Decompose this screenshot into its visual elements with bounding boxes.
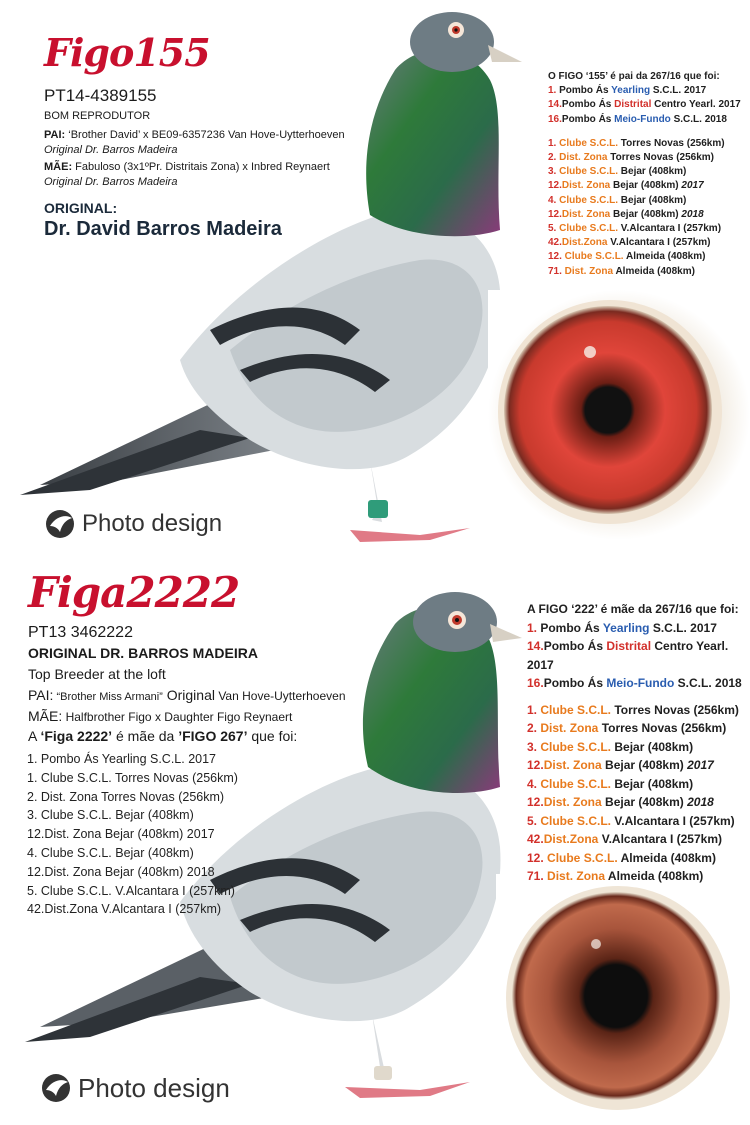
result-prefix: Pombo Ás bbox=[537, 620, 603, 635]
result-race: Almeida (408km) bbox=[617, 850, 716, 865]
result-suffix: S.C.L. 2017 bbox=[649, 620, 717, 635]
result-highlight: Yearling bbox=[602, 620, 650, 635]
role-label: BOM REPRODUTOR bbox=[44, 110, 151, 122]
result-category: Clube S.C.L. bbox=[537, 776, 612, 791]
dam-label: MÃE: bbox=[44, 161, 73, 173]
left-result-row: 4. Clube S.C.L. Bejar (408km) bbox=[27, 845, 194, 860]
result-race: Bejar (408km) bbox=[618, 166, 687, 178]
result-race: V.Alcantara I (257km) bbox=[598, 832, 722, 846]
sire-line bbox=[28, 687, 346, 703]
sire-line bbox=[44, 128, 345, 158]
result-row bbox=[548, 137, 741, 151]
result-top-row bbox=[548, 98, 741, 112]
result-race: Torres Novas (256km) bbox=[618, 137, 725, 149]
result-category: Clube S.C.L. bbox=[537, 739, 612, 754]
role-label: Top Breeder at the loft bbox=[28, 666, 166, 682]
result-row bbox=[548, 236, 741, 250]
result-rank: 16. bbox=[527, 676, 544, 690]
dam-text: Fabuloso (3x1ºPr. Distritais Zona) x Inbred Reynaert bbox=[72, 161, 330, 173]
result-highlight: Distrital bbox=[606, 639, 652, 653]
result-year: 2018 bbox=[681, 208, 704, 220]
result-race: Bejar (408km) bbox=[601, 758, 688, 772]
left-results-list bbox=[27, 750, 238, 919]
result-rank: 2. bbox=[548, 152, 557, 164]
result-rank: 5. bbox=[548, 223, 557, 235]
result-race: Torres Novas (256km) bbox=[598, 721, 727, 735]
logo-text: Photo design bbox=[82, 510, 223, 537]
result-row bbox=[527, 812, 750, 831]
result-row bbox=[527, 849, 750, 868]
result-category: Clube S.C.L. bbox=[543, 850, 618, 865]
result-category: Dist.Zona bbox=[543, 832, 599, 846]
left-result-row: 12.Dist. Zona Bejar (408km) 2017 bbox=[27, 827, 215, 842]
result-row bbox=[548, 208, 741, 222]
result-rank: 12. bbox=[548, 251, 562, 263]
result-race: Almeida (408km) bbox=[613, 265, 695, 277]
results-heading: A FIGO ‘222’ é mãe da 267/16 que foi: bbox=[527, 602, 739, 616]
result-prefix: Pombo Ás bbox=[561, 113, 615, 125]
pigeon-name-title: Figa2222 bbox=[28, 568, 240, 617]
result-rank: 71. bbox=[527, 869, 544, 883]
result-rank: 1. bbox=[527, 620, 538, 635]
result-highlight: Distrital bbox=[614, 99, 652, 111]
eye-closeup-photo bbox=[488, 290, 750, 540]
result-category: Dist. Zona bbox=[543, 795, 602, 809]
result-rank: 3. bbox=[527, 739, 538, 754]
dam-original: Original Dr. Barros Madeira bbox=[44, 176, 178, 188]
result-row bbox=[548, 250, 741, 264]
result-rank: 42. bbox=[548, 237, 562, 249]
left-result-row: 42.Dist.Zona V.Alcantara I (257km) bbox=[27, 902, 222, 917]
results-list bbox=[527, 600, 750, 886]
dam-line bbox=[28, 708, 292, 724]
sire-original: Original Dr. Barros Madeira bbox=[44, 144, 178, 156]
result-category: Clube S.C.L. bbox=[556, 137, 619, 149]
sire-original: Original bbox=[162, 687, 215, 703]
results-list bbox=[548, 70, 741, 279]
result-top-row bbox=[548, 84, 741, 98]
pigeon-name-title: Figo155 bbox=[44, 30, 210, 75]
intro-a: A bbox=[28, 728, 41, 744]
result-race: Bejar (408km) bbox=[611, 776, 694, 791]
result-row bbox=[548, 179, 741, 193]
ring-number: PT13 3462222 bbox=[28, 624, 133, 641]
result-race: Bejar (408km) bbox=[601, 795, 688, 809]
result-category: Clube S.C.L. bbox=[556, 223, 619, 235]
bird-logo-icon bbox=[44, 508, 78, 540]
result-race: V.Alcantara I (257km) bbox=[607, 237, 711, 249]
result-category: Clube S.C.L. bbox=[561, 251, 624, 263]
result-row bbox=[548, 222, 741, 236]
offspring-intro bbox=[28, 728, 297, 744]
results-heading: O FIGO ‘155’ é pai da 267/16 que foi: bbox=[548, 71, 720, 82]
result-rank: 12. bbox=[527, 795, 544, 809]
result-row bbox=[548, 165, 741, 179]
result-row bbox=[527, 775, 750, 794]
result-race: Torres Novas (256km) bbox=[611, 702, 739, 717]
result-highlight: Meio-Fundo bbox=[614, 113, 671, 125]
result-race: V.Alcantara I (257km) bbox=[618, 223, 722, 235]
result-category: Clube S.C.L. bbox=[537, 702, 612, 717]
intro-c: é mãe da bbox=[112, 728, 179, 744]
result-rank: 5. bbox=[527, 813, 538, 828]
intro-dam: ‘Figa 2222’ bbox=[40, 728, 113, 744]
result-year: 2017 bbox=[681, 180, 704, 192]
result-rank: 12. bbox=[548, 180, 562, 192]
dam-text: Halfbrother Figo x Daughter Figo Reynaert bbox=[62, 710, 293, 724]
result-rank: 4. bbox=[527, 776, 538, 791]
sire-label: PAI: bbox=[44, 129, 66, 141]
result-highlight: Meio-Fundo bbox=[606, 676, 675, 690]
result-row bbox=[527, 793, 750, 812]
sire-label: PAI: bbox=[28, 687, 54, 703]
result-rank: 2. bbox=[527, 721, 538, 735]
result-category: Dist. Zona bbox=[561, 208, 611, 220]
result-race: Torres Novas (256km) bbox=[607, 152, 714, 164]
result-prefix: Pombo Ás bbox=[556, 85, 612, 97]
intro-e: que foi: bbox=[247, 728, 298, 744]
result-row bbox=[527, 867, 750, 886]
result-race: Bejar (408km) bbox=[610, 180, 682, 192]
result-rank: 14. bbox=[548, 99, 562, 111]
result-row bbox=[527, 830, 750, 849]
original-breeder-name: ORIGINAL DR. BARROS MADEIRA bbox=[28, 645, 258, 661]
result-category: Dist. Zona bbox=[561, 180, 611, 192]
result-rank: 4. bbox=[548, 194, 557, 206]
bird-logo-icon bbox=[40, 1072, 74, 1104]
result-race: V.Alcantara I (257km) bbox=[611, 813, 735, 828]
result-suffix: Centro Yearl. 2017 bbox=[527, 639, 729, 672]
result-suffix: S.C.L. 2017 bbox=[650, 85, 707, 97]
result-row bbox=[548, 151, 741, 165]
dam-line bbox=[44, 160, 330, 190]
result-category: Dist. Zona bbox=[561, 265, 614, 277]
result-rank: 1. bbox=[548, 85, 557, 97]
result-rank: 12. bbox=[527, 850, 544, 865]
result-category: Clube S.C.L. bbox=[537, 813, 612, 828]
result-top-row bbox=[527, 619, 750, 638]
result-category: Clube S.C.L. bbox=[556, 194, 619, 206]
left-result-row: 1. Clube S.C.L. Torres Novas (256km) bbox=[27, 770, 238, 785]
result-year: 2018 bbox=[687, 795, 714, 809]
result-row bbox=[527, 701, 750, 720]
dam-label: MÃE: bbox=[28, 708, 63, 724]
original-label: ORIGINAL: bbox=[44, 200, 118, 216]
result-rank: 14. bbox=[527, 639, 544, 653]
pigeon-card-figo155 bbox=[0, 0, 750, 562]
result-race: Bejar (408km) bbox=[610, 208, 682, 220]
result-top-row bbox=[527, 637, 750, 674]
left-result-row: 3. Clube S.C.L. Bejar (408km) bbox=[27, 808, 194, 823]
left-result-row: 2. Dist. Zona Torres Novas (256km) bbox=[27, 789, 225, 804]
left-result-row: 12.Dist. Zona Bejar (408km) 2018 bbox=[27, 864, 215, 879]
result-prefix: Pombo Ás bbox=[561, 99, 615, 111]
result-row bbox=[527, 738, 750, 757]
left-result-row: 5. Clube S.C.L. V.Alcantara I (257km) bbox=[27, 883, 235, 898]
result-suffix: Centro Yearl. 2017 bbox=[651, 99, 741, 111]
result-category: Dist. Zona bbox=[556, 152, 608, 164]
result-race: Bejar (408km) bbox=[611, 739, 694, 754]
original-breeder-name: Dr. David Barros Madeira bbox=[44, 218, 282, 240]
result-row bbox=[548, 194, 741, 208]
result-row bbox=[527, 756, 750, 775]
result-rank: 3. bbox=[548, 166, 557, 178]
pigeon-card-figa2222 bbox=[0, 562, 750, 1125]
result-year: 2017 bbox=[687, 758, 714, 772]
result-category: Dist.Zona bbox=[561, 237, 608, 249]
photo-design-logo bbox=[44, 508, 222, 540]
result-rank: 12. bbox=[527, 758, 544, 772]
result-rank: 1. bbox=[527, 702, 538, 717]
result-category: Dist. Zona bbox=[543, 758, 602, 772]
result-prefix: Pombo Ás bbox=[543, 676, 607, 690]
result-highlight: Yearling bbox=[611, 85, 651, 97]
result-race: Almeida (408km) bbox=[623, 251, 706, 263]
result-row bbox=[548, 265, 741, 279]
result-rank: 12. bbox=[548, 208, 562, 220]
result-race: Almeida (408km) bbox=[605, 869, 704, 883]
result-top-row bbox=[548, 113, 741, 127]
result-row bbox=[527, 719, 750, 738]
sire-text: ‘Brother David’ x BE09-6357236 Van Hove-Uytterhoeven bbox=[65, 129, 345, 141]
result-category: Dist. Zona bbox=[543, 869, 606, 883]
left-result-row: 1. Pombo Ás Yearling S.C.L. 2017 bbox=[27, 752, 217, 766]
intro-offspring: ’FIGO 267’ bbox=[178, 728, 248, 744]
result-race: Bejar (408km) bbox=[618, 194, 687, 206]
result-category: Dist. Zona bbox=[537, 721, 599, 735]
sire-text: Van Hove-Uytterhoeven bbox=[214, 689, 346, 703]
result-top-row bbox=[527, 674, 750, 693]
eye-closeup-photo bbox=[496, 874, 750, 1122]
sire-quote: “Brother Miss Armani” bbox=[53, 691, 163, 703]
result-rank: 1. bbox=[548, 137, 557, 149]
result-suffix: S.C.L. 2018 bbox=[670, 113, 727, 125]
result-prefix: Pombo Ás bbox=[543, 639, 607, 653]
photo-design-logo bbox=[40, 1072, 230, 1104]
result-suffix: S.C.L. 2018 bbox=[674, 676, 742, 690]
result-rank: 42. bbox=[527, 832, 544, 846]
result-category: Clube S.C.L. bbox=[556, 166, 619, 178]
logo-text: Photo design bbox=[78, 1072, 230, 1103]
result-rank: 16. bbox=[548, 113, 562, 125]
ring-number: PT14-4389155 bbox=[44, 86, 157, 105]
result-rank: 71. bbox=[548, 265, 562, 277]
